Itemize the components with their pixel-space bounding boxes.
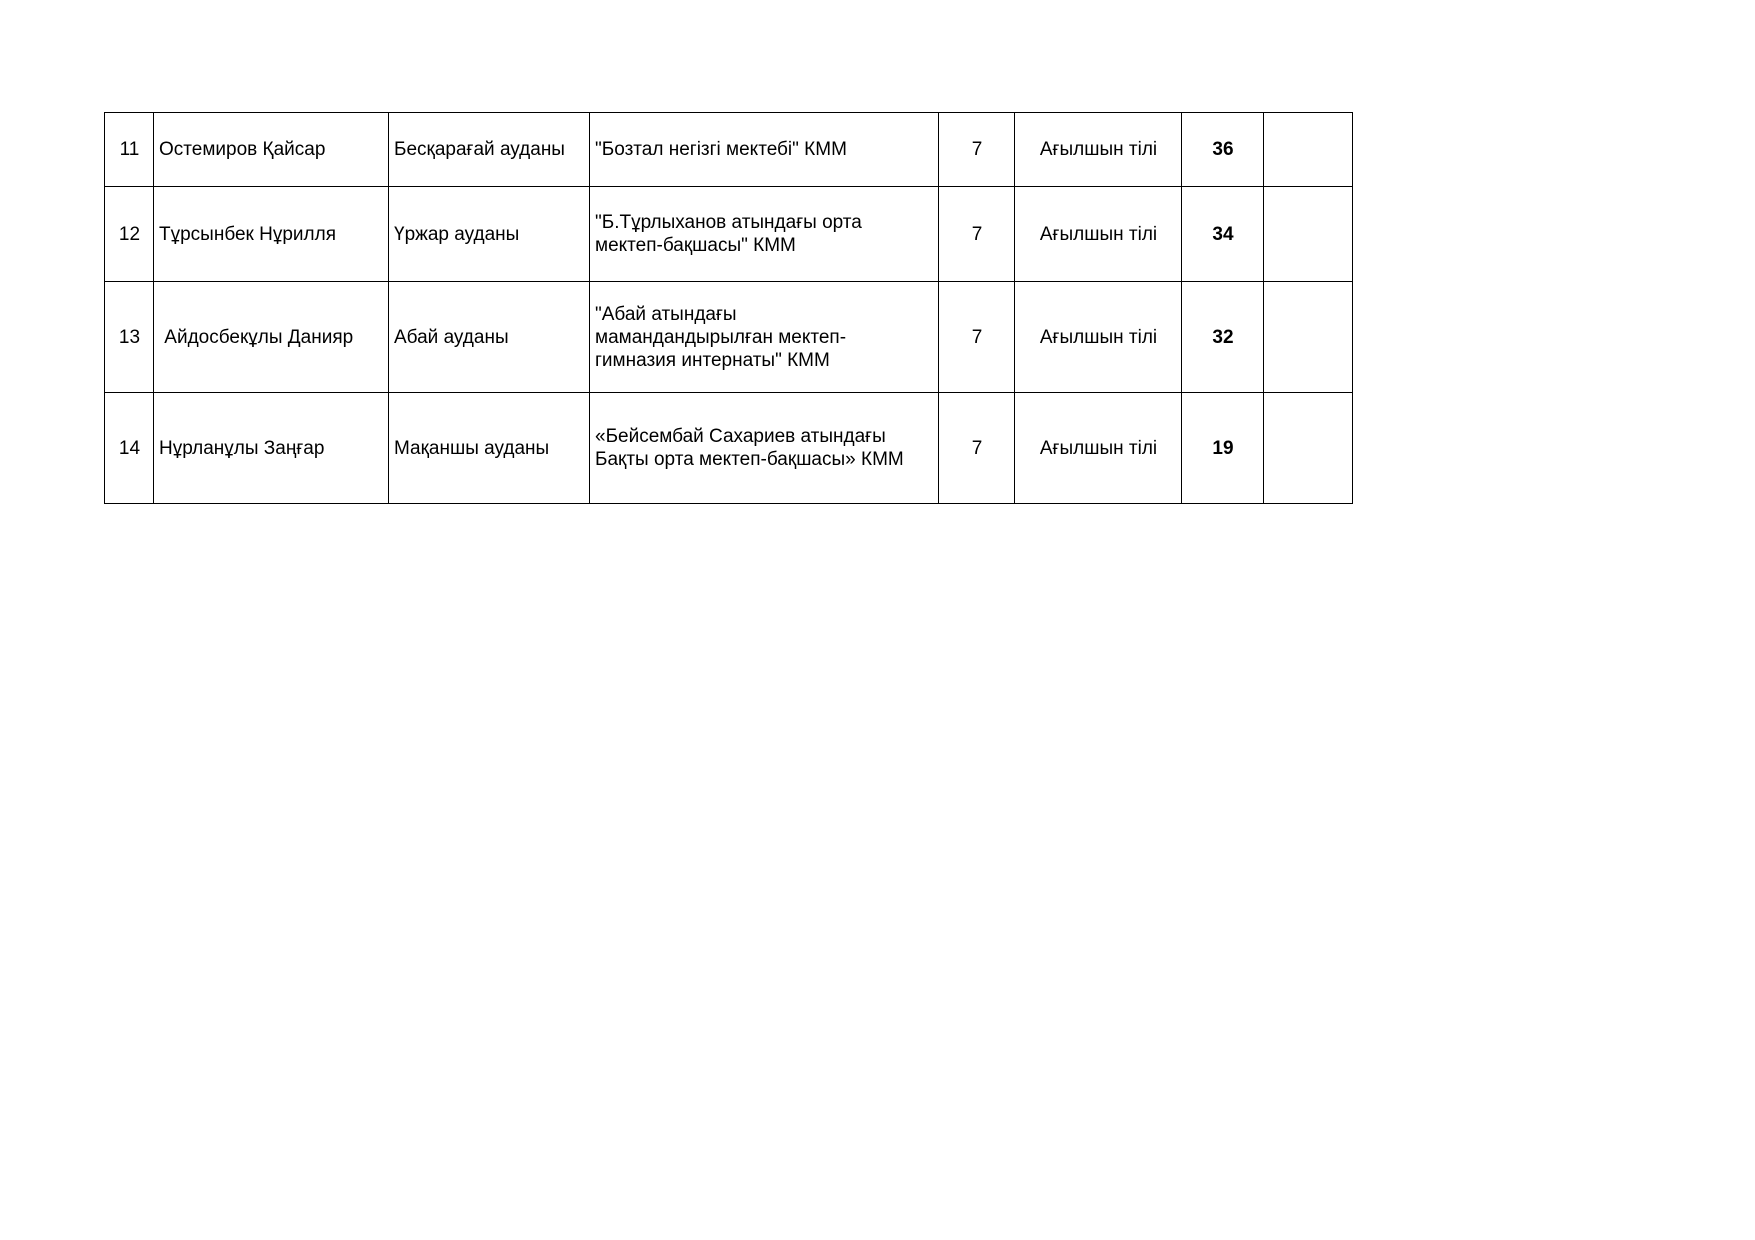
grade: 7 xyxy=(939,113,1015,187)
score: 32 xyxy=(1182,282,1264,393)
subject: Ағылшын тілі xyxy=(1015,113,1182,187)
student-name: Нұрланұлы Заңғар xyxy=(154,393,389,504)
subject: Ағылшын тілі xyxy=(1015,282,1182,393)
district: Мақаншы ауданы xyxy=(389,393,590,504)
school-name-line: «Бейсембай Сахариев атындағы xyxy=(595,426,886,447)
row-number: 14 xyxy=(105,393,154,504)
row-number: 11 xyxy=(105,113,154,187)
subject: Ағылшын тілі xyxy=(1015,187,1182,282)
extra-cell xyxy=(1264,282,1353,393)
school-name-line: гимназия интернаты" КММ xyxy=(595,349,830,371)
extra-cell xyxy=(1264,187,1353,282)
district: Үржар ауданы xyxy=(389,187,590,282)
school-name xyxy=(590,393,939,504)
extra-cell xyxy=(1264,393,1353,504)
subject: Ағылшын тілі xyxy=(1015,393,1182,504)
school-name-line: Бақты орта мектеп-бақшасы» КММ xyxy=(595,449,904,470)
grade: 7 xyxy=(939,282,1015,393)
school-name xyxy=(590,113,939,187)
school-name-line: "Абай атындағы xyxy=(595,303,737,325)
grade: 7 xyxy=(939,187,1015,282)
score: 34 xyxy=(1182,187,1264,282)
table-row xyxy=(105,113,1353,187)
school-name xyxy=(590,282,939,393)
district: Бесқарағай ауданы xyxy=(389,113,590,187)
table-row xyxy=(105,282,1353,393)
score: 19 xyxy=(1182,393,1264,504)
student-name: Тұрсынбек Нұрилля xyxy=(154,187,389,282)
school-name-line: мектеп-бақшасы" КММ xyxy=(595,235,796,256)
student-name: Остемиров Қайсар xyxy=(154,113,389,187)
school-name-line: "Бозтал негізгі мектебі" КММ xyxy=(595,139,847,160)
district: Абай ауданы xyxy=(389,282,590,393)
score: 36 xyxy=(1182,113,1264,187)
school-name-line: мамандандырылған мектеп- xyxy=(595,326,847,348)
school-name xyxy=(590,187,939,282)
row-number: 13 xyxy=(105,282,154,393)
row-number: 12 xyxy=(105,187,154,282)
student-name: Айдосбекұлы Данияр xyxy=(154,282,389,393)
results-table xyxy=(104,112,1353,504)
table-row xyxy=(105,393,1353,504)
grade: 7 xyxy=(939,393,1015,504)
table-row xyxy=(105,187,1353,282)
school-name-line: "Б.Тұрлыханов атындағы орта xyxy=(595,212,862,233)
extra-cell xyxy=(1264,113,1353,187)
